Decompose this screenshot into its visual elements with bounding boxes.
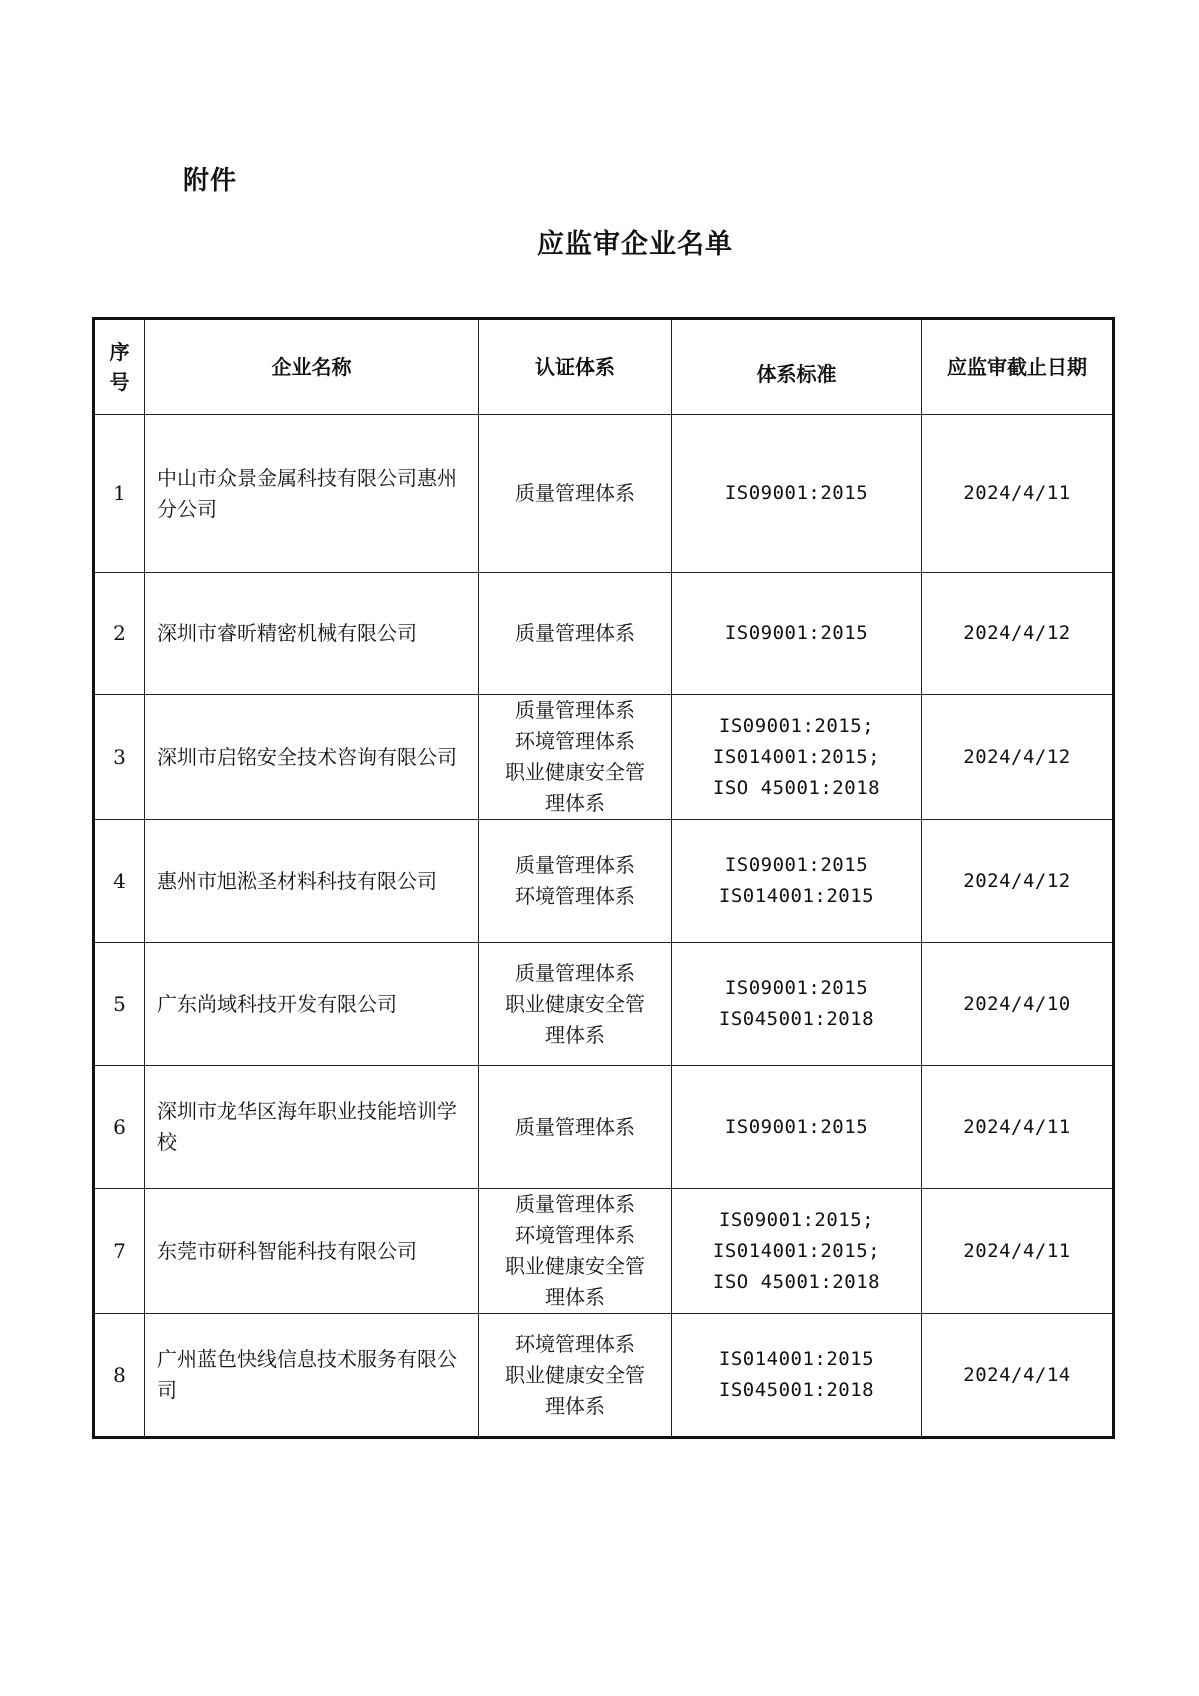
cell-company-name: 广东尚域科技开发有限公司 — [145, 943, 479, 1066]
cell-index: 4 — [94, 820, 145, 943]
system-line: 质量管理体系 — [515, 853, 635, 877]
system-line: 职业健康安全管 — [505, 1254, 645, 1278]
cell-system-standard — [672, 820, 922, 943]
cell-index: 8 — [94, 1314, 145, 1438]
cell-deadline-date: 2024/4/12 — [922, 820, 1114, 943]
column-header-deadline: 应监审截止日期 — [922, 319, 1114, 415]
cell-deadline-date: 2024/4/11 — [922, 1066, 1114, 1189]
system-line: 质量管理体系 — [515, 1192, 635, 1216]
column-header-index — [94, 319, 145, 415]
cell-company-name: 中山市众景金属科技有限公司惠州分公司 — [145, 415, 479, 573]
standard-line: IS014001:2015 — [718, 885, 875, 907]
system-line: 质量管理体系 — [515, 698, 635, 722]
cell-company-name: 深圳市启铭安全技术咨询有限公司 — [145, 695, 479, 820]
attachment-label: 附件 — [183, 166, 238, 196]
cell-deadline-date: 2024/4/14 — [922, 1314, 1114, 1438]
cell-system-standard — [672, 1066, 922, 1189]
cell-certification-system — [479, 1314, 672, 1438]
cell-index: 7 — [94, 1189, 145, 1314]
cell-certification-system — [479, 820, 672, 943]
cell-certification-system — [479, 415, 672, 573]
system-line: 环境管理体系 — [515, 1223, 635, 1247]
system-line: 职业健康安全管 — [505, 760, 645, 784]
standard-line: IS09001:2015 — [724, 854, 869, 876]
column-header-index-char: 号 — [109, 370, 130, 394]
system-line: 职业健康安全管 — [505, 1362, 645, 1387]
standard-line: IS045001:2018 — [718, 1379, 875, 1401]
standard-line: IS09001:2015 — [724, 977, 869, 999]
cell-system-standard — [672, 1189, 922, 1314]
table-header-row — [94, 319, 1114, 415]
standard-line: IS014001:2015; — [712, 1239, 881, 1262]
table-row — [94, 1066, 1114, 1189]
system-line: 职业健康安全管 — [505, 991, 645, 1016]
standard-line: IS09001:2015 — [724, 1115, 869, 1138]
table-body — [94, 415, 1114, 1438]
standard-line: ISO 45001:2018 — [712, 776, 881, 799]
cell-index: 5 — [94, 943, 145, 1066]
system-line: 质量管理体系 — [515, 1114, 635, 1139]
cell-company-name: 广州蓝色快线信息技术服务有限公司 — [145, 1314, 479, 1438]
cell-system-standard — [672, 1314, 922, 1438]
standard-line: IS045001:2018 — [718, 1008, 875, 1030]
cell-index: 6 — [94, 1066, 145, 1189]
table-row — [94, 695, 1114, 820]
cell-deadline-date: 2024/4/10 — [922, 943, 1114, 1066]
system-line: 环境管理体系 — [515, 884, 635, 908]
system-line: 理体系 — [545, 791, 605, 815]
cell-deadline-date: 2024/4/12 — [922, 695, 1114, 820]
standard-line: IS09001:2015 — [724, 622, 869, 644]
standard-line: IS09001:2015; — [718, 1208, 875, 1231]
table-row — [94, 943, 1114, 1066]
cell-system-standard — [672, 415, 922, 573]
table-row — [94, 820, 1114, 943]
cell-index: 2 — [94, 573, 145, 695]
system-line: 质量管理体系 — [515, 621, 635, 645]
cell-deadline-date: 2024/4/11 — [922, 1189, 1114, 1314]
system-line: 质量管理体系 — [515, 481, 635, 505]
document-title: 应监审企业名单 — [537, 229, 733, 260]
standard-line: IS014001:2015 — [718, 1348, 875, 1370]
cell-certification-system — [479, 1189, 672, 1314]
cell-system-standard — [672, 943, 922, 1066]
cell-certification-system — [479, 695, 672, 820]
standard-line: IS09001:2015 — [724, 482, 869, 504]
standard-line: ISO 45001:2018 — [712, 1270, 881, 1293]
table-row — [94, 1314, 1114, 1438]
cell-certification-system — [479, 573, 672, 695]
enterprise-table — [92, 317, 1115, 1439]
table-row — [94, 415, 1114, 573]
system-line: 环境管理体系 — [515, 729, 635, 753]
system-line: 质量管理体系 — [515, 960, 635, 985]
column-header-index-char: 序 — [109, 340, 130, 364]
cell-deadline-date: 2024/4/12 — [922, 573, 1114, 695]
column-header-system: 认证体系 — [479, 319, 672, 415]
cell-certification-system — [479, 943, 672, 1066]
cell-index: 3 — [94, 695, 145, 820]
column-header-standard: 体系标准 — [672, 319, 922, 415]
system-line: 理体系 — [545, 1022, 605, 1047]
cell-company-name: 深圳市睿昕精密机械有限公司 — [145, 573, 479, 695]
cell-index: 1 — [94, 415, 145, 573]
system-line: 理体系 — [545, 1285, 605, 1309]
standard-line: IS09001:2015; — [718, 714, 875, 737]
cell-system-standard — [672, 573, 922, 695]
standard-line: IS014001:2015; — [712, 745, 881, 768]
system-line: 环境管理体系 — [515, 1331, 635, 1356]
cell-company-name: 惠州市旭淞圣材料科技有限公司 — [145, 820, 479, 943]
cell-deadline-date: 2024/4/11 — [922, 415, 1114, 573]
column-header-company: 企业名称 — [145, 319, 479, 415]
table-row — [94, 1189, 1114, 1314]
cell-company-name: 东莞市研科智能科技有限公司 — [145, 1189, 479, 1314]
cell-system-standard — [672, 695, 922, 820]
cell-company-name: 深圳市龙华区海年职业技能培训学校 — [145, 1066, 479, 1189]
enterprise-table-container — [92, 317, 1112, 1439]
cell-certification-system — [479, 1066, 672, 1189]
system-line: 理体系 — [545, 1393, 605, 1418]
table-row — [94, 573, 1114, 695]
